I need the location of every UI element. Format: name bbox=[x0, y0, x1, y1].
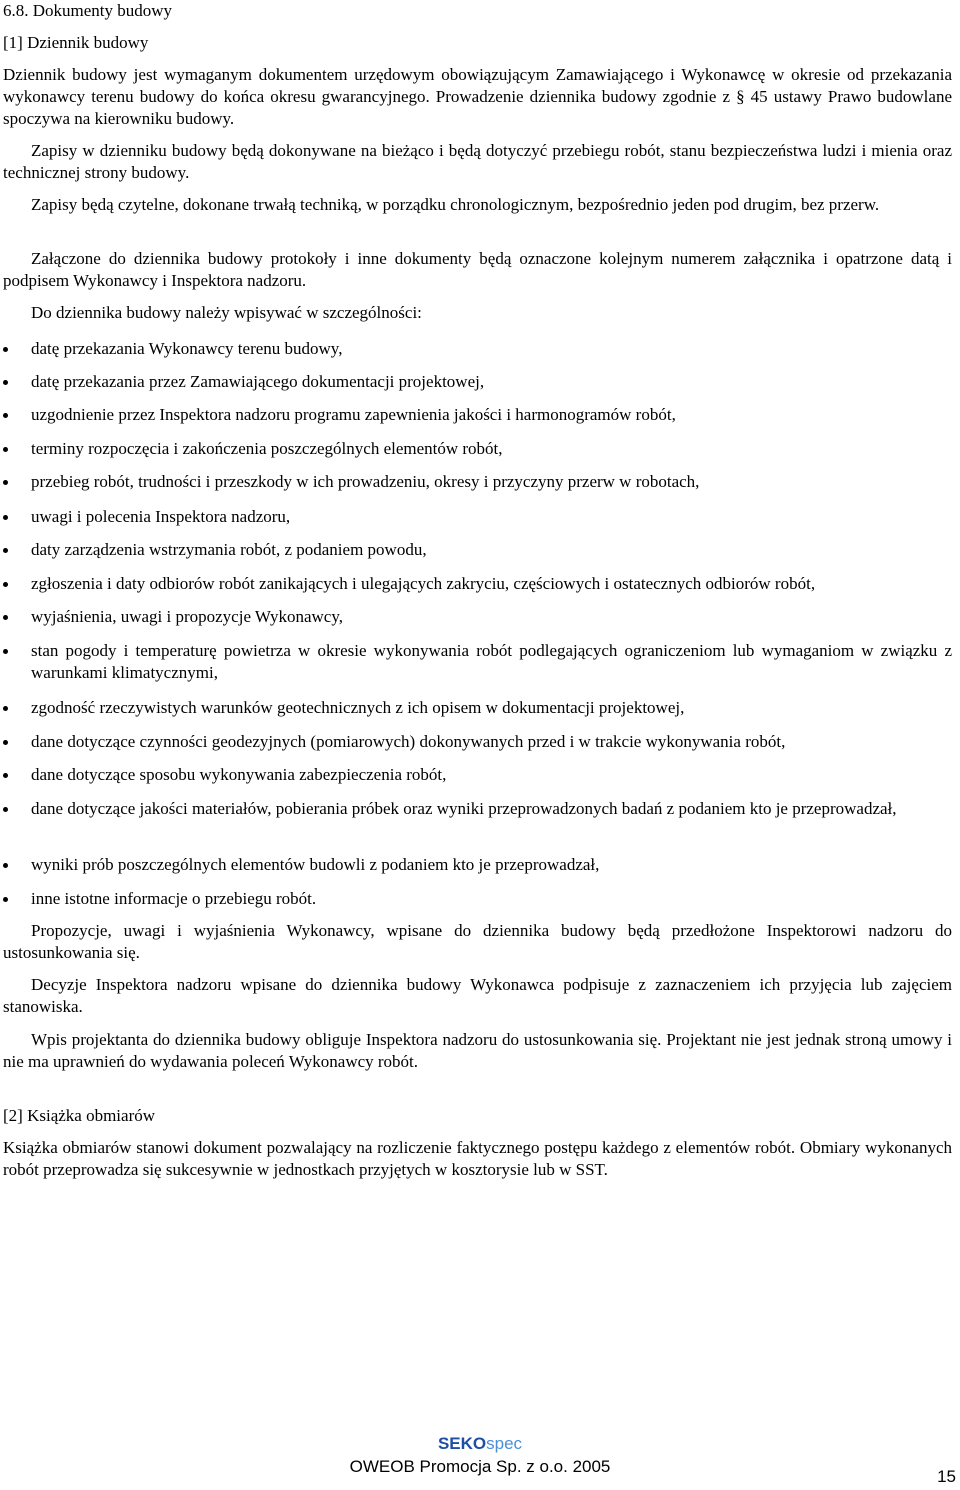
paragraph-7: Decyzje Inspektora nadzoru wpisane do dziennika budowy Wykonawca podpisuje z zaznaczeniem ich przyjęcia lub zajęciem stanowiska. bbox=[3, 975, 952, 1016]
list-item: dane dotyczące sposobu wykonywania zabezpieczenia robót, bbox=[3, 764, 952, 786]
paragraph-6: Propozycje, uwagi i wyjaśnienia Wykonawcy, wpisane do dziennika budowy będą przedłożone Inspektorowi nadzoru do ustosunkowania się. bbox=[3, 921, 952, 962]
footer-brand bbox=[0, 1433, 960, 1455]
paragraph-5: Do dziennika budowy należy wpisywać w szczególności: bbox=[31, 303, 422, 322]
paragraph-9: Książka obmiarów stanowi dokument pozwalający na rozliczenie faktycznego postępu każdego z elementów robót. Obmiary wykonanych robót przeprowadza się sukcesywnie w jednostkach przyjętych w kosztorysie lub w SST. bbox=[3, 1138, 952, 1179]
bullet-icon bbox=[3, 380, 8, 385]
bullet-icon bbox=[3, 706, 8, 711]
list-item: uwagi i polecenia Inspektora nadzoru, bbox=[3, 506, 952, 528]
bullet-icon bbox=[3, 773, 8, 778]
bullet-icon bbox=[3, 649, 8, 654]
bullet-icon bbox=[3, 447, 8, 452]
list-item: stan pogody i temperaturę powietrza w okresie wykonywania robót podlegających ograniczeniom lub wymaganiom w związku z warunkami klimatycznymi, bbox=[3, 640, 952, 684]
paragraph-1: Dziennik budowy jest wymaganym dokumentem urzędowym obowiązującym Zamawiającego i Wykonawcę w okresie od przekazania wykonawcy terenu budowy do końca okresu gwarancyjnego. Prowadzenie dziennika budowy zgodnie z § 45 ustawy Prawo budowlane spoczywa na kierowniku budowy. bbox=[3, 65, 952, 128]
footer-company: OWEOB Promocja Sp. z o.o. 2005 bbox=[349, 1457, 611, 1476]
list-item: przebieg robót, trudności i przeszkody w ich prowadzeniu, okresy i przyczyny przerw w robotach, bbox=[3, 471, 952, 493]
list-item: wyjaśnienia, uwagi i propozycje Wykonawcy, bbox=[3, 606, 952, 628]
section-heading: 6.8. Dokumenty budowy bbox=[3, 1, 173, 20]
list-item: datę przekazania przez Zamawiającego dokumentacji projektowej, bbox=[3, 371, 952, 393]
paragraph-2: Zapisy w dzienniku budowy będą dokonywane na bieżąco i będą dotyczyć przebiegu robót, stanu bezpieczeństwa ludzi i mienia oraz technicznej strony budowy. bbox=[3, 141, 952, 182]
list-item: dane dotyczące czynności geodezyjnych (pomiarowych) dokonywanych przed i w trakcie wykonywania robót, bbox=[3, 731, 952, 753]
paragraph-8: Wpis projektanta do dziennika budowy obliguje Inspektora nadzoru do ustosunkowania się. Projektant nie jest jednak stroną umowy i nie ma uprawnień do wydawania poleceń Wykonawcy robót. bbox=[3, 1030, 952, 1071]
bullet-icon bbox=[3, 615, 8, 620]
subsection-heading-dziennik: [1] Dziennik budowy bbox=[3, 33, 149, 52]
list-item: wyniki prób poszczególnych elementów budowli z podaniem kto je przeprowadzał, bbox=[3, 854, 952, 876]
brand-light: spec bbox=[486, 1434, 523, 1453]
list-item: uzgodnienie przez Inspektora nadzoru programu zapewnienia jakości i harmonogramów robót, bbox=[3, 404, 952, 426]
list-item: daty zarządzenia wstrzymania robót, z podaniem powodu, bbox=[3, 539, 952, 561]
list-item: zgodność rzeczywistych warunków geotechnicznych z ich opisem w dokumentacji projektowej, bbox=[3, 697, 952, 719]
bullet-icon bbox=[3, 740, 8, 745]
paragraph-3: Zapisy będą czytelne, dokonane trwałą techniką, w porządku chronologicznym, bezpośrednio jeden pod drugim, bez przerw. bbox=[31, 195, 880, 214]
bullet-icon bbox=[3, 347, 8, 352]
list-item: zgłoszenia i daty odbiorów robót zanikających i ulegających zakryciu, częściowych i ostatecznych odbiorów robót, bbox=[3, 573, 952, 595]
bullet-icon bbox=[3, 897, 8, 902]
subsection-heading-ksiazka: [2] Książka obmiarów bbox=[3, 1106, 156, 1125]
list-item: terminy rozpoczęcia i zakończenia poszczególnych elementów robót, bbox=[3, 438, 952, 460]
bullet-icon bbox=[3, 807, 8, 812]
list-item: datę przekazania Wykonawcy terenu budowy, bbox=[3, 338, 952, 360]
bullet-icon bbox=[3, 480, 8, 485]
brand-bold: SEKO bbox=[437, 1434, 487, 1453]
list-item: inne istotne informacje o przebiegu robót. bbox=[3, 888, 952, 910]
bullet-icon bbox=[3, 548, 8, 553]
bullet-icon bbox=[3, 863, 8, 868]
page-number: 15 bbox=[937, 1467, 956, 1486]
bullet-icon bbox=[3, 413, 8, 418]
bullet-icon bbox=[3, 515, 8, 520]
list-item: dane dotyczące jakości materiałów, pobierania próbek oraz wyniki przeprowadzonych badań z podaniem kto je przeprowadzał, bbox=[3, 798, 952, 820]
bullet-icon bbox=[3, 582, 8, 587]
paragraph-4: Załączone do dziennika budowy protokoły i inne dokumenty będą oznaczone kolejnym numerem załącznika i opatrzone datą i podpisem Wykonawcy i Inspektora nadzoru. bbox=[3, 249, 952, 290]
